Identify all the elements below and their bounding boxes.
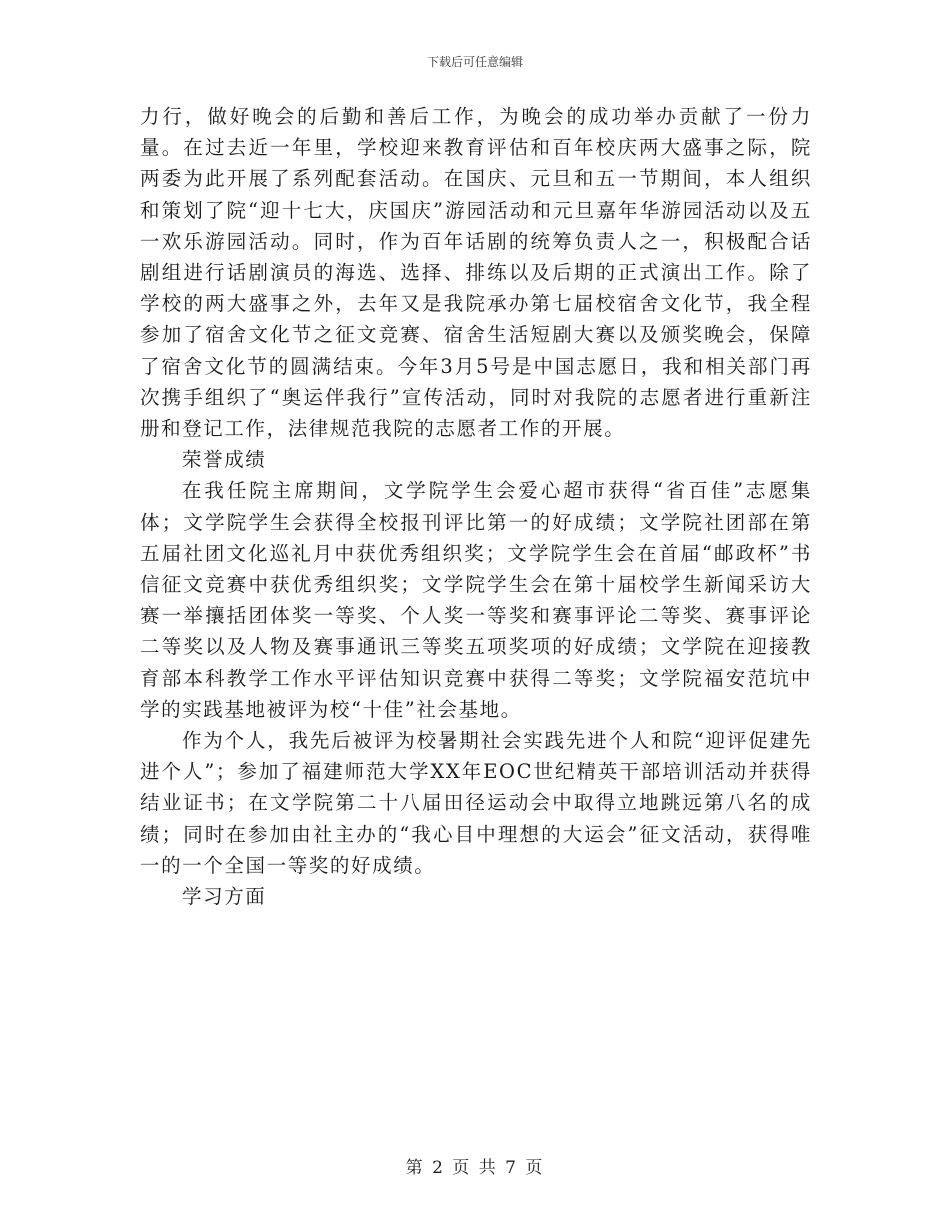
document-body [140, 101, 812, 912]
paragraph-honors-personal: 作为个人，我先后被评为校暑期社会实践先进个人和院“迎评促建先进个人”；参加了福建师范大学XX年EOC世纪精英干部培训活动并获得结业证书；在文学院第二十八届田径运动会中取得立地跳远第八名的成绩；同时在参加由社主办的“我心目中理想的大运会”征文活动，获得唯一的一个全国一等奖的好成绩。 [140, 729, 812, 877]
section-heading-honors: 荣誉成绩 [182, 448, 267, 472]
section-heading-study: 学习方面 [182, 885, 267, 909]
page-header: 下载后可任意编辑 [426, 55, 523, 69]
paragraph-honors-collective: 在我任院主席期间，文学院学生会爱心超市获得“省百佳”志愿集体；文学院学生会获得全校报刊评比第一的好成绩；文学院社团部在第五届社团文化巡礼月中获优秀组织奖；文学院学生会在首届“邮政杯”书信征文竞赛中获优秀组织奖；文学院学生会在第十届校学生新闻采访大赛一举攘括团体奖一等奖、个人奖一等奖和赛事评论二等奖、赛事评论二等奖以及人物及赛事通讯三等奖五项奖项的好成绩；文学院在迎接教育部本科教学工作水平评估知识竞赛中获得二等奖；文学院福安范坑中学的实践基地被评为校“十佳”社会基地。 [140, 479, 812, 721]
paragraph-activities: 力行，做好晚会的后勤和善后工作，为晚会的成功举办贡献了一份力量。在过去近一年里，学校迎来教育评估和百年校庆两大盛事之际，院两委为此开展了系列配套活动。在国庆、元旦和五一节期间，本人组织和策划了院“迎十七大，庆国庆”游园活动和元旦嘉年华游园活动以及五一欢乐游园活动。同时，作为百年话剧的统筹负责人之一，积极配合话剧组进行话剧演员的海选、选择、排练以及后期的正式演出工作。除了学校的两大盛事之外，去年又是我院承办第七届校宿舍文化节，我全程参加了宿舍文化节之征文竞赛、宿舍生活短剧大赛以及颁奖晚会，保障了宿舍文化节的圆满结束。今年3月5号是中国志愿日，我和相关部门再次携手组织了“奥运伴我行”宣传活动，同时对我院的志愿者进行重新注册和登记工作，法律规范我院的志愿者工作的开展。 [140, 105, 812, 441]
page-footer: 第 2 页 共 7 页 [405, 1158, 545, 1178]
